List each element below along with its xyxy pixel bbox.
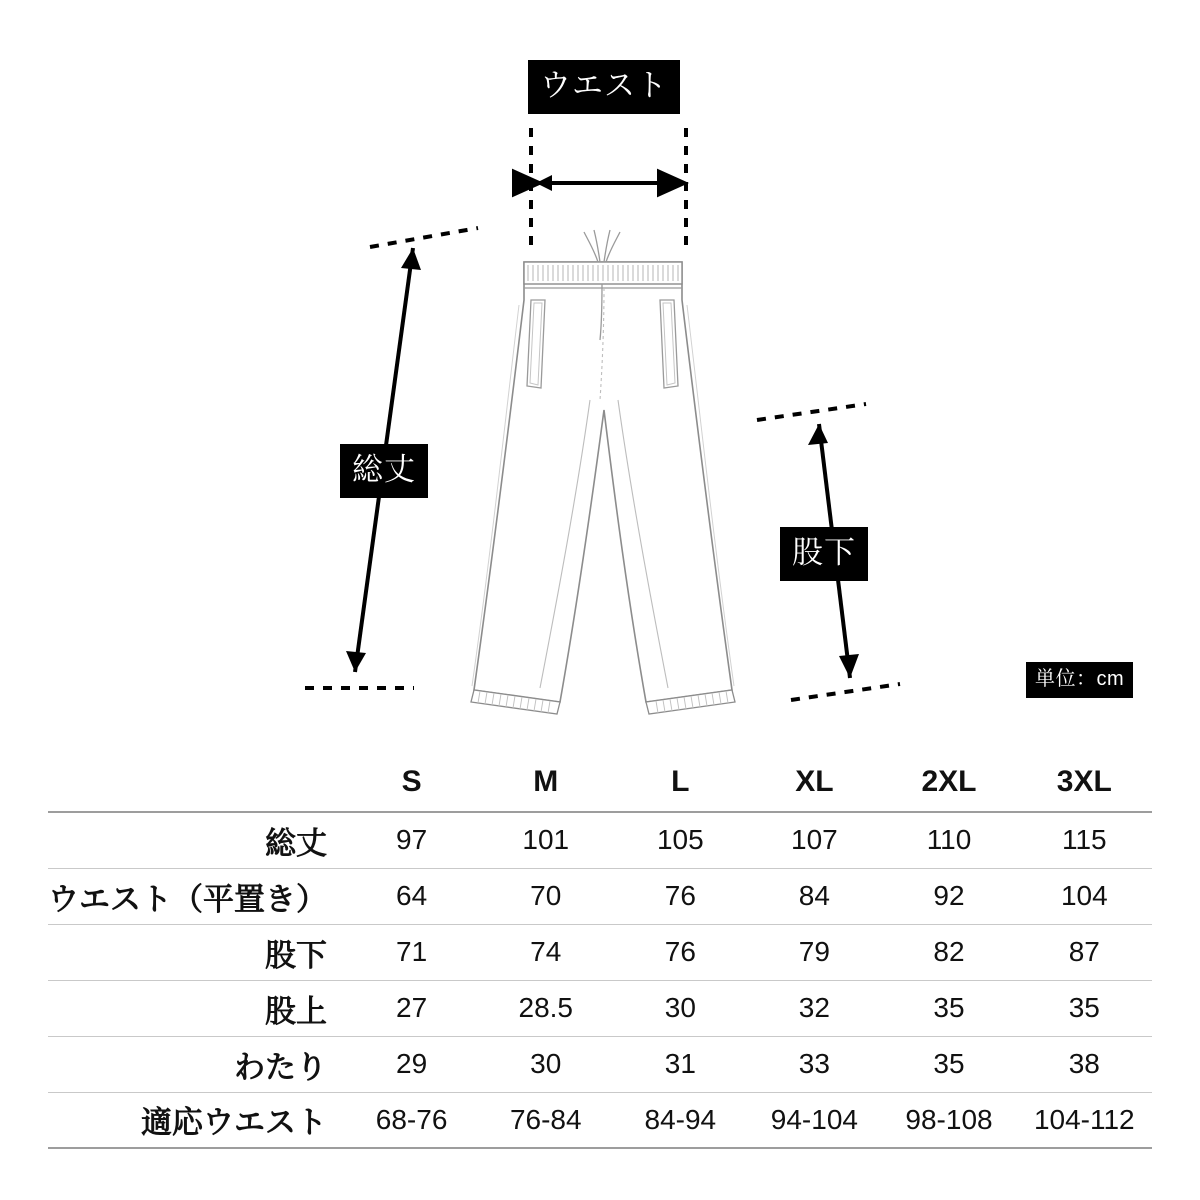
cell-thigh-3xl: 38 — [1068, 1048, 1100, 1079]
cell-waist-flat-xl: 84 — [798, 880, 830, 911]
cell-inseam-m: 74 — [530, 936, 562, 967]
column-header-s: S — [345, 752, 478, 812]
cell-rise-2xl: 35 — [933, 992, 965, 1023]
cell-fit-waist-l: 84-94 — [644, 1103, 717, 1135]
column-header-xl: XL — [747, 752, 881, 812]
cell-rise-l: 30 — [664, 992, 696, 1023]
table-row — [48, 924, 1152, 980]
label-inseam: 股下 — [780, 527, 868, 581]
table-header-row — [48, 752, 1152, 812]
table-row — [48, 812, 1152, 868]
cell-inseam-xl: 79 — [798, 936, 830, 967]
cell-thigh-xl: 33 — [798, 1048, 830, 1079]
cell-fit-waist-3xl: 104-112 — [1033, 1103, 1135, 1135]
cell-inseam-l: 76 — [664, 936, 696, 967]
cell-rise-s: 27 — [396, 992, 428, 1023]
column-header-2xl: 2XL — [881, 752, 1016, 812]
cell-rise-3xl: 35 — [1068, 992, 1100, 1023]
cell-fit-waist-xl: 94-104 — [770, 1103, 858, 1135]
label-waist: ウエスト — [528, 60, 680, 114]
cell-thigh-2xl: 35 — [933, 1048, 965, 1079]
table-row — [48, 1092, 1152, 1148]
cell-total-length-xl: 107 — [791, 824, 838, 856]
label-total-length: 総丈 — [340, 444, 428, 498]
row-label-total-length: 総丈 — [265, 825, 327, 861]
cell-thigh-m: 30 — [530, 1048, 562, 1079]
row-label-inseam: 股下 — [265, 937, 327, 973]
cell-total-length-s: 97 — [396, 824, 428, 856]
row-label-thigh: わたり — [234, 1049, 327, 1085]
row-label-rise: 股上 — [265, 993, 327, 1029]
cell-inseam-s: 71 — [396, 936, 428, 967]
cell-rise-xl: 32 — [798, 992, 830, 1023]
size-table — [48, 752, 1152, 1149]
column-header-l: L — [613, 752, 747, 812]
cell-total-length-l: 105 — [656, 824, 704, 856]
row-label-waist-flat: ウエスト（平置き） — [48, 881, 327, 917]
column-header-3xl: 3XL — [1017, 752, 1152, 812]
cell-waist-flat-m: 70 — [530, 880, 562, 911]
row-label-fit-waist: 適応ウエスト — [141, 1105, 327, 1141]
column-header-m: M — [478, 752, 613, 812]
table-corner-cell — [48, 752, 345, 812]
label-unit: 単位：cm — [1026, 662, 1133, 698]
table-row — [48, 980, 1152, 1036]
cell-waist-flat-2xl: 92 — [933, 880, 965, 911]
cell-waist-flat-s: 64 — [396, 880, 428, 911]
cell-inseam-3xl: 87 — [1068, 936, 1100, 967]
table-head — [48, 752, 1152, 812]
cell-rise-m: 28.5 — [518, 992, 573, 1023]
cell-total-length-3xl: 115 — [1061, 824, 1107, 856]
table-row — [48, 1036, 1152, 1092]
table-body — [48, 812, 1152, 1148]
cell-waist-flat-3xl: 104 — [1060, 880, 1108, 911]
table-row — [48, 868, 1152, 924]
cell-fit-waist-2xl: 98-108 — [905, 1103, 993, 1135]
cell-total-length-2xl: 110 — [926, 824, 972, 856]
cell-waist-flat-l: 76 — [664, 880, 696, 911]
cell-thigh-l: 31 — [664, 1048, 696, 1079]
cell-fit-waist-s: 68-76 — [375, 1103, 448, 1135]
cell-inseam-2xl: 82 — [933, 936, 965, 967]
cell-total-length-m: 101 — [522, 824, 570, 856]
cell-fit-waist-m: 76-84 — [509, 1103, 582, 1135]
cell-thigh-s: 29 — [396, 1048, 428, 1079]
